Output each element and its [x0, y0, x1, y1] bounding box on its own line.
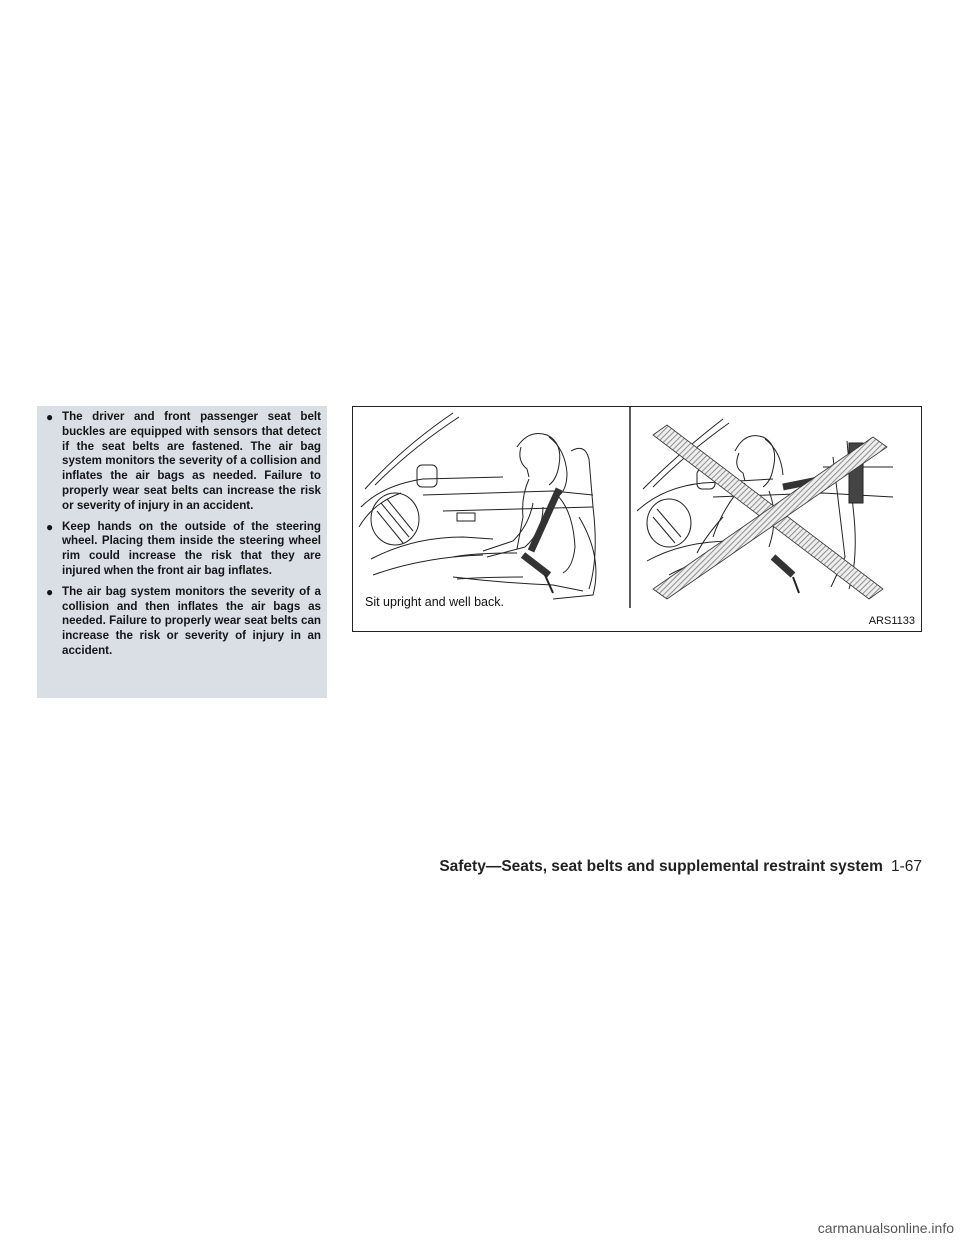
watermark: carmanualsonline.info [817, 1220, 954, 1236]
warning-item-air-bag-monitor [43, 585, 321, 659]
correct-posture-drawing [359, 413, 596, 599]
bullet-icon: ● [46, 584, 54, 599]
warning-item-seat-belt-sensors [43, 410, 321, 514]
seating-position-figure [352, 406, 922, 632]
page-footer [439, 858, 922, 876]
page-number: 1-67 [890, 858, 922, 875]
warning-text: The air bag system monitors the severity of a collision and then inflates the air bags as needed. Failure to properly wear seat belts can increase the risk or severity of injury in an accident. [62, 584, 321, 657]
warning-text: The driver and front passenger seat belt buckles are equipped with sensors that detect if the seat belts are fastened. The air bag system monitors the severity of a collision and inflates the air bags as needed. Failure to properly wear seat belts can increase the risk or severity of injury in an accident. [62, 410, 321, 512]
figure-caption: Sit upright and well back. [365, 595, 504, 609]
section-title: Safety—Seats, seat belts and supplemental restraint system [439, 858, 883, 875]
figure-id: ARS1133 [868, 615, 915, 627]
warning-box [37, 406, 327, 698]
bullet-icon: ● [46, 410, 54, 424]
warning-item-hands-on-wheel [43, 520, 321, 579]
bullet-icon: ● [46, 519, 54, 534]
warning-text: Keep hands on the outside of the steering wheel. Placing them inside the steering wheel rim could increase the risk that they are injured when the front air bag inflates. [62, 519, 321, 577]
